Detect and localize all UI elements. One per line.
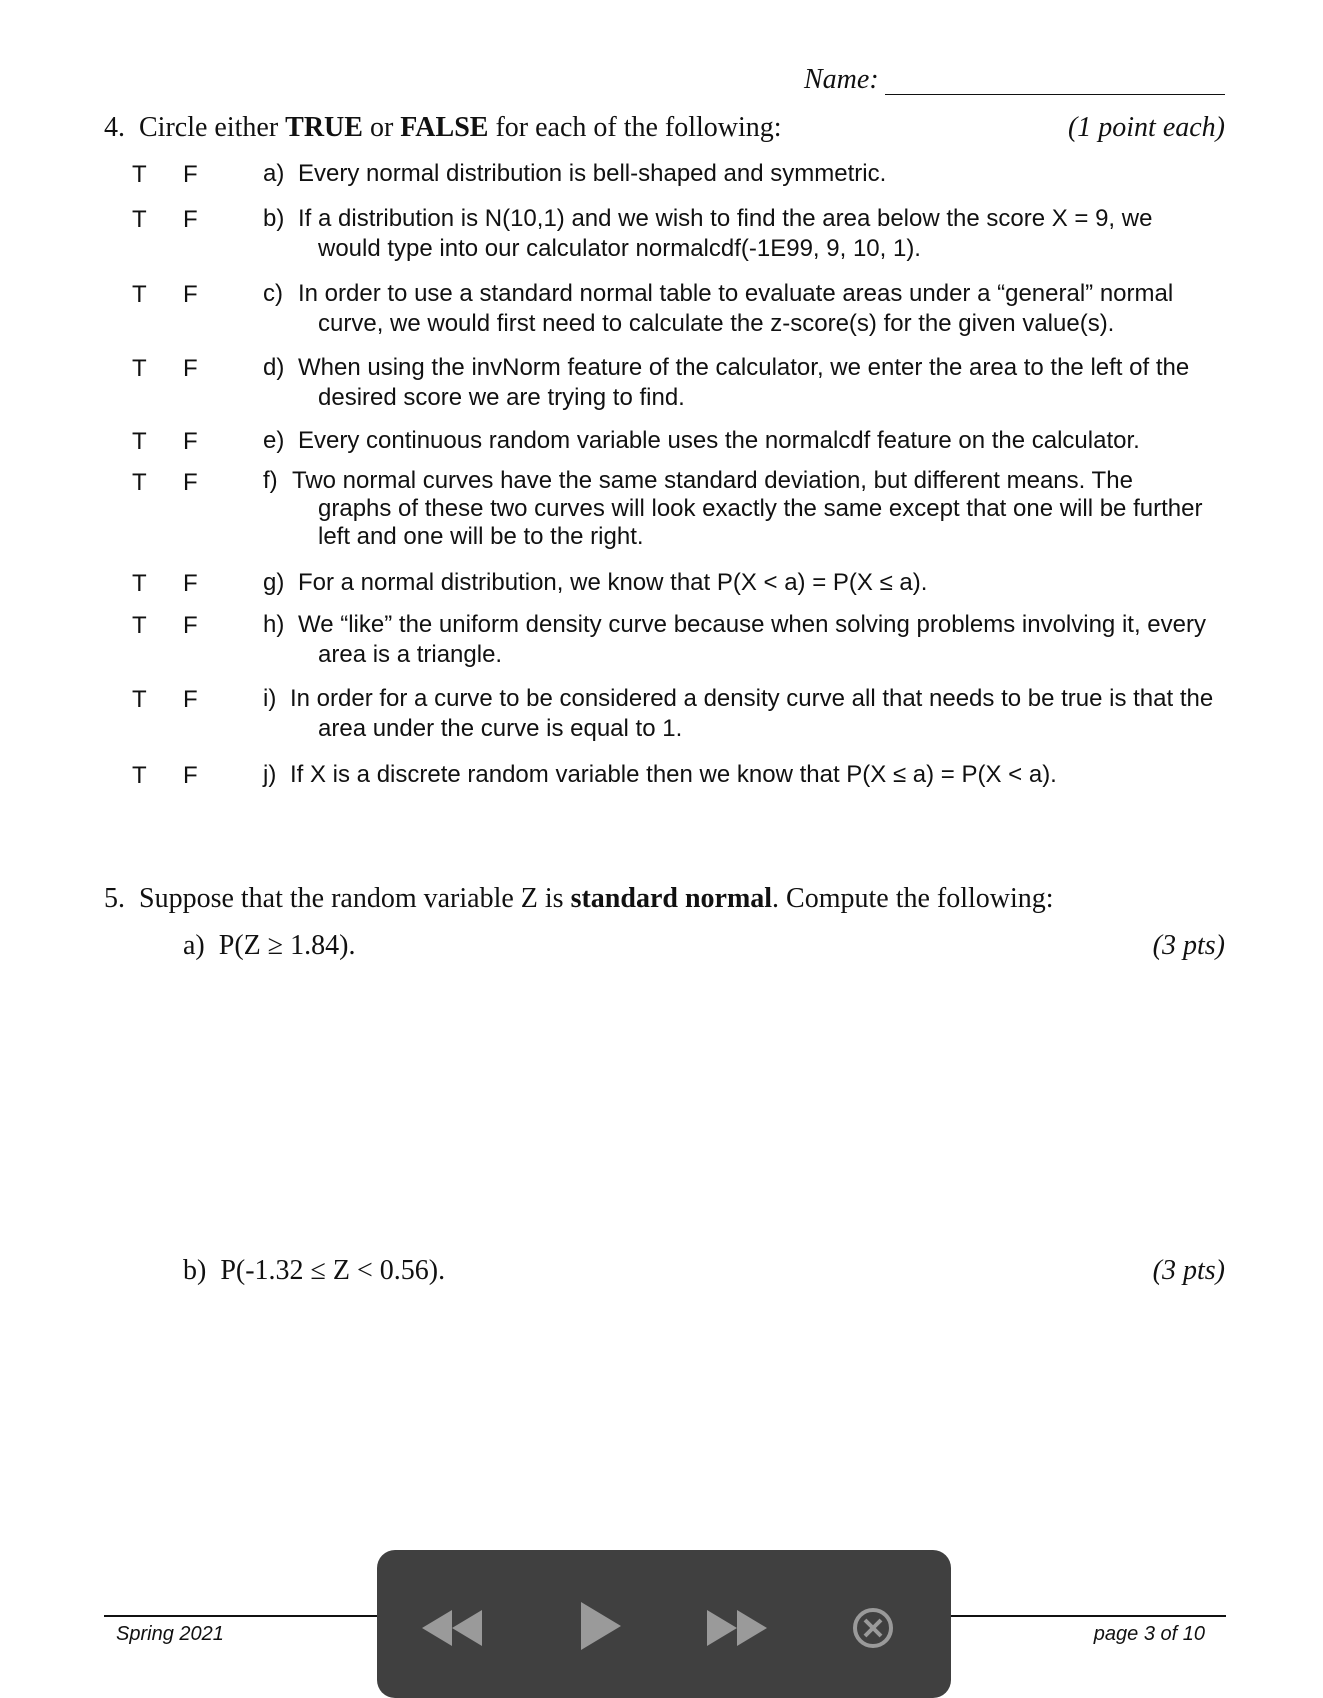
q5-heading <box>104 883 1054 915</box>
name-blank-line <box>885 94 1225 95</box>
q4-false-word: FALSE <box>400 112 489 143</box>
tf-true-option[interactable]: T <box>132 762 147 789</box>
close-icon <box>851 1606 895 1650</box>
item-label: j) <box>263 761 277 788</box>
q5-number: 5. <box>104 883 125 914</box>
q4-points: (1 point each) <box>1067 112 1225 143</box>
item-line1: We “like” the uniform density curve because when solving problems involving it, every <box>298 611 1206 638</box>
item-line1: In order to use a standard normal table to evaluate areas under a “general” normal <box>298 280 1174 307</box>
tf-true-option[interactable]: T <box>132 161 147 188</box>
play-button[interactable] <box>577 1600 623 1657</box>
item-line1: For a normal distribution, we know that P(X < a) = P(X ≤ a). <box>298 569 928 596</box>
item-label: c) <box>263 280 283 307</box>
q4-intro-post: for each of the following: <box>495 112 782 143</box>
q4-intro-pre: Circle either <box>139 112 279 143</box>
item-line1: When using the invNorm feature of the calculator, we enter the area to the left of the <box>298 354 1190 381</box>
q4-true-word: TRUE <box>285 112 363 143</box>
item-line1: Two normal curves have the same standard deviation, but different means. The <box>292 467 1133 494</box>
item-line2: graphs of these two curves will look exactly the same except that one will be further <box>318 495 1203 522</box>
tf-item <box>263 204 1228 264</box>
item-line3: left and one will be to the right. <box>318 523 644 550</box>
tf-item <box>263 568 1228 598</box>
item-label: a) <box>263 160 285 187</box>
item-label: i) <box>263 685 277 712</box>
playback-controls-overlay <box>377 1550 951 1698</box>
item-line1: In order for a curve to be considered a density curve all that needs to be true is that the <box>290 685 1214 712</box>
tf-false-option[interactable]: F <box>183 428 198 455</box>
fast-forward-icon <box>704 1608 770 1648</box>
q5-intro-post: . Compute the following: <box>772 883 1054 914</box>
tf-item <box>263 426 1228 456</box>
q5-part-b <box>183 1255 445 1287</box>
tf-item <box>263 159 1228 189</box>
tf-true-option[interactable]: T <box>132 206 147 233</box>
tf-false-option[interactable]: F <box>183 686 198 713</box>
q5b-text: P(-1.32 ≤ Z < 0.56). <box>220 1255 446 1286</box>
q4-number: 4. <box>104 112 125 143</box>
tf-false-option[interactable]: F <box>183 206 198 233</box>
q4-or-word: or <box>369 112 394 143</box>
name-label: Name: <box>804 64 879 95</box>
q5b-points: (3 pts) <box>1152 1255 1225 1286</box>
tf-item <box>263 467 1228 551</box>
tf-false-option[interactable]: F <box>183 762 198 789</box>
q5-intro-bold: standard normal <box>570 883 773 914</box>
play-icon <box>577 1600 623 1652</box>
tf-true-option[interactable]: T <box>132 355 147 382</box>
tf-item <box>263 684 1228 744</box>
q5-intro-pre: Suppose that the random variable Z is <box>139 883 564 914</box>
footer-page-number: page 3 of 10 <box>1093 1623 1205 1645</box>
tf-true-option[interactable]: T <box>132 469 147 496</box>
item-line1: If a distribution is N(10,1) and we wish to find the area below the score X = 9, we <box>298 205 1153 232</box>
tf-false-option[interactable]: F <box>183 355 198 382</box>
tf-false-option[interactable]: F <box>183 612 198 639</box>
tf-item <box>263 610 1228 670</box>
tf-true-option[interactable]: T <box>132 281 147 308</box>
tf-true-option[interactable]: T <box>132 612 147 639</box>
close-button[interactable] <box>851 1606 895 1655</box>
item-line2: area is a triangle. <box>318 641 503 668</box>
item-line1: Every normal distribution is bell-shaped and symmetric. <box>298 160 887 187</box>
q5a-text: P(Z ≥ 1.84). <box>218 930 356 961</box>
item-line1: Every continuous random variable uses the normalcdf feature on the calculator. <box>298 427 1140 454</box>
item-label: e) <box>263 427 285 454</box>
q5b-label: b) <box>183 1255 207 1286</box>
tf-false-option[interactable]: F <box>183 281 198 308</box>
tf-true-option[interactable]: T <box>132 570 147 597</box>
item-label: h) <box>263 611 285 638</box>
item-line2: desired score we are trying to find. <box>318 384 685 411</box>
item-label: b) <box>263 205 285 232</box>
rewind-icon <box>419 1608 485 1648</box>
q5-part-a <box>183 930 355 962</box>
tf-item <box>263 760 1228 790</box>
item-label: d) <box>263 354 285 381</box>
item-line1: If X is a discrete random variable then we know that P(X ≤ a) = P(X < a). <box>290 761 1057 788</box>
rewind-button[interactable] <box>419 1608 485 1653</box>
footer-term: Spring 2021 <box>116 1623 224 1645</box>
tf-true-option[interactable]: T <box>132 686 147 713</box>
q4-heading <box>104 112 782 144</box>
fast-forward-button[interactable] <box>704 1608 770 1653</box>
tf-false-option[interactable]: F <box>183 570 198 597</box>
tf-false-option[interactable]: F <box>183 469 198 496</box>
item-line2: curve, we would first need to calculate the z-score(s) for the given value(s). <box>318 310 1115 337</box>
item-label: f) <box>263 467 278 494</box>
tf-item <box>263 353 1228 413</box>
tf-true-option[interactable]: T <box>132 428 147 455</box>
item-label: g) <box>263 569 285 596</box>
item-line2: area under the curve is equal to 1. <box>318 715 683 742</box>
item-line2: would type into our calculator normalcdf(-1E99, 9, 10, 1). <box>318 235 921 262</box>
q5a-points: (3 pts) <box>1152 930 1225 961</box>
tf-false-option[interactable]: F <box>183 161 198 188</box>
q5a-label: a) <box>183 930 205 961</box>
tf-item <box>263 279 1228 339</box>
